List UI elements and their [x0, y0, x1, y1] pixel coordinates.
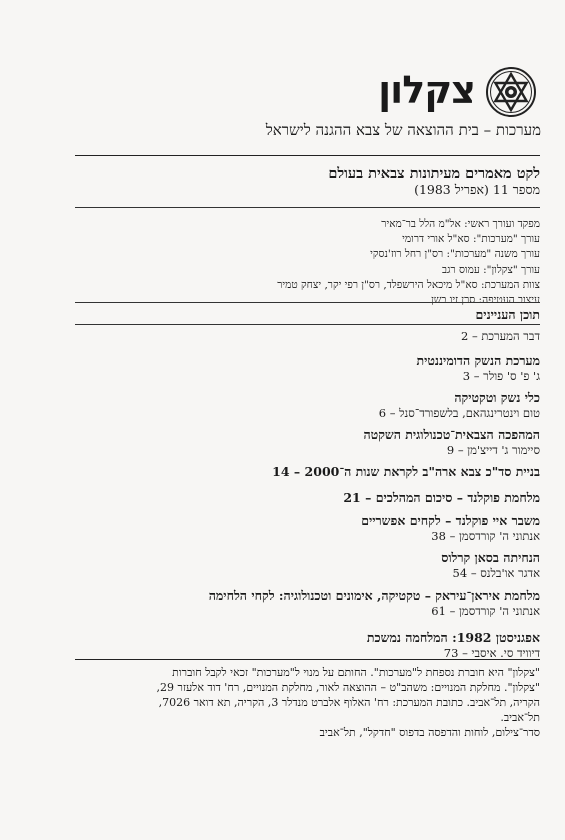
- credits-block: [277, 217, 540, 308]
- toc-entry: המהפכה הצבאית־טכנולוגית השקטה: [363, 427, 540, 442]
- toc-entry: משבר איי פוקלנד – לקחים אפשריים: [361, 513, 540, 528]
- toc-author: דיוויד סי. איסבי – 73: [443, 646, 540, 660]
- toc-entry: אפגניסטן 1982: המלחמה נמשכת: [366, 630, 540, 645]
- toc-entry: מלחמת איראן־עיראק – טקטיקה, אימונים וטכנולוגיה: לקחי הלחימה: [208, 588, 540, 603]
- toc-heading: תוכן העניינים: [475, 307, 540, 322]
- footer-line: "צקלון" היא חוברת נספחת ל"מערכות". החותם על מנוי ל"מערכות" זכאי לקבל חוברות: [172, 666, 540, 679]
- publisher-line: מערכות – בית ההוצאה של צבא ההגנה לישראל: [265, 121, 541, 139]
- footer-line: הקריה, תל־אביב. כתובת המערכת: רח' האלוף אלברט מנדלר 3, הקריה, תא דואר 7026,: [158, 696, 540, 709]
- series-title: לקט מאמרים מעיתונות צבאית בעולם: [328, 165, 540, 182]
- divider: [75, 155, 540, 156]
- toc-author: סיימור ג' דייצ'מן – 9: [446, 443, 540, 457]
- credit-line: עיצוב העטיפה: סרן זיו בשן: [431, 294, 540, 307]
- toc-author: אנתוני ה' קורדסמן – 61: [431, 604, 540, 618]
- toc-author: ג' פ' ס' פולר – 3: [462, 369, 540, 383]
- credit-line: עורך "צקלון": עמוס רגב: [441, 263, 540, 276]
- credit-line: מפקד ועורך ראשי: אל"מ הלל בר־מאיר: [381, 218, 540, 230]
- toc-author: טום וינטרינגהאם, בלשפורד־סנל – 6: [378, 406, 540, 420]
- divider: [75, 324, 540, 325]
- footer-notice: [75, 665, 540, 740]
- toc-entry: כלי נשק וטקטיקה: [454, 390, 540, 405]
- credit-line: צוות המערכת: סא"ל מיכאל הירשפלד, רס"ן רפי יקר, יצחק טמיר: [277, 278, 540, 291]
- star-of-david-emblem-icon: [485, 66, 537, 118]
- toc-entry: הנחיתה בסאן קרלוס: [441, 550, 540, 565]
- toc-entry: בניית סד"כ צבא ארה"ב לקראת שנות ה־2000 – 14: [272, 464, 540, 479]
- masthead: [357, 62, 537, 118]
- toc-entry: מערכת הנשק הדומיננטית: [416, 353, 540, 368]
- footer-line: "צקלון". מחלקת המנויים: משהב"ט – ההוצאה לאור, מחלקת המנויים, רח' דוד אלעזר 29,: [156, 681, 540, 694]
- toc-entry: דבר המערכת – 2: [461, 329, 540, 343]
- brand-title: צקלון: [378, 68, 475, 112]
- divider: [75, 302, 540, 303]
- series-issue: מספר 11 (אפריל 1983): [414, 182, 540, 197]
- divider: [75, 207, 540, 208]
- credit-line: עורך משנה "מערכות": רס"ן רחל רוז'נסקי: [370, 248, 540, 261]
- toc-author: אנתוני ה' קורדסמן – 38: [431, 529, 540, 543]
- divider: [75, 659, 540, 660]
- footer-line: סדר־צילום, לוחות והדפסה בדפוס "חדקל", תל־אביב: [319, 726, 540, 739]
- toc-entry: מלחמת פוקלנד – סיכום המהלכים – 21: [343, 490, 540, 505]
- toc-author: אדגר או'בלנס – 54: [452, 566, 540, 580]
- footer-line: תל־אביב.: [500, 711, 540, 724]
- credit-line: עורך "מערכות": סא"ל אורי דרומי: [402, 233, 540, 246]
